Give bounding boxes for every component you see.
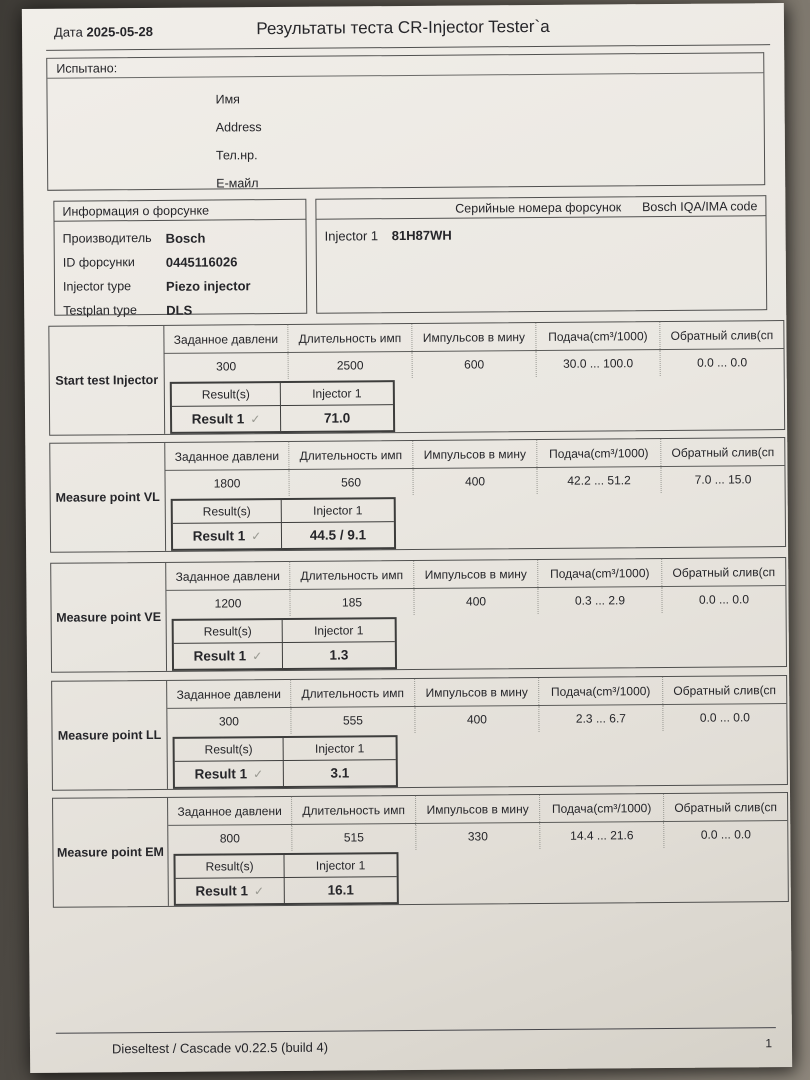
results-table: [173, 735, 398, 789]
result-name: Result 1: [191, 411, 245, 427]
results-header-row: [172, 382, 393, 407]
value-return-flow: 0.0 ... 0.0: [660, 349, 784, 376]
section-body: [167, 676, 787, 789]
column-header-return-flow: Обратный слив(сп: [663, 793, 787, 821]
value-row: [165, 349, 784, 380]
check-icon: ✓: [253, 883, 265, 898]
results-table: [170, 380, 395, 434]
result-value: 71.0: [323, 410, 351, 426]
results-header-right: Injector 1: [313, 503, 363, 518]
results-header-left: Result(s): [175, 855, 284, 878]
result-value-row: [175, 760, 396, 787]
page-title: Результаты теста CR-Injector Tester`a: [256, 16, 550, 39]
results-header-row: [174, 619, 395, 644]
value-delivery: 2.3 ... 6.7: [538, 705, 662, 732]
value-delivery: 0.3 ... 2.9: [537, 587, 661, 614]
results-header-right: Injector 1: [312, 386, 362, 401]
software-version: Dieseltest / Cascade v0.22.5 (build 4): [111, 1039, 329, 1057]
column-header-return-flow: Обратный слив(сп: [661, 558, 785, 586]
contact-field-email: Е-майл: [216, 176, 259, 191]
results-header-right: Injector 1: [313, 623, 364, 638]
column-header-delivery: Подача(cm³/1000): [539, 794, 663, 822]
column-header-return-flow: Обратный слив(сп: [662, 676, 786, 704]
date-value: 2025-05-28: [86, 23, 153, 40]
section-body: [165, 438, 785, 551]
test-section-ll: [51, 675, 788, 791]
serial-value: 81H87WH: [391, 227, 452, 244]
results-header-row: [175, 854, 396, 879]
value-row: [165, 466, 784, 497]
result-name-cell: [172, 406, 281, 432]
test-section-start: [48, 320, 785, 436]
result-value-row: [173, 522, 394, 549]
result-value: 1.3: [329, 647, 349, 663]
column-header-pressure: Заданное давлени: [175, 568, 281, 584]
results-header-left: Result(s): [173, 500, 282, 523]
value-delivery: 30.0 ... 100.0: [536, 350, 660, 377]
column-header-pressure: Заданное давлени: [174, 448, 280, 464]
result-name: Result 1: [195, 883, 249, 899]
value-return-flow: 7.0 ... 15.0: [660, 466, 784, 493]
column-header-pulse-duration: Длительность имп: [290, 679, 414, 707]
column-header-delivery: Подача(cm³/1000): [538, 677, 662, 705]
info-row-testplan-type: [63, 297, 298, 323]
section-label: Start test Injector: [49, 326, 165, 435]
column-header-return-flow: Обратный слив(сп: [659, 321, 783, 349]
section-body: [168, 793, 788, 906]
tested-by-header: Испытано:: [47, 53, 763, 79]
test-section-em: [52, 792, 789, 908]
value-pressure: 300: [216, 359, 237, 374]
results-header-right: Injector 1: [315, 858, 366, 873]
column-header-pulses-per-min: Импульсов в мину: [413, 560, 537, 588]
info-label: ID форсунки: [62, 255, 135, 270]
check-icon: ✓: [250, 411, 261, 426]
info-label: Testplan type: [63, 303, 137, 318]
column-header-pressure: Заданное давлени: [176, 686, 281, 702]
contact-field-phone: Тел.нр.: [215, 148, 258, 163]
check-icon: ✓: [251, 528, 262, 543]
result-value: 44.5 / 9.1: [309, 527, 367, 543]
column-header-pulses-per-min: Импульсов в мину: [411, 323, 535, 351]
iqa-ima-code-header: Bosch IQA/IMA code: [642, 199, 758, 215]
value-delivery: 14.4 ... 21.6: [539, 822, 663, 849]
value-pulses-per-min: 400: [413, 588, 537, 615]
column-header-pulse-duration: Длительность имп: [289, 561, 413, 589]
column-header-pulse-duration: Длительность имп: [287, 324, 411, 352]
value-pulses-per-min: 330: [415, 823, 539, 850]
section-label: Measure point VE: [51, 563, 167, 672]
info-value: Piezo injector: [165, 277, 251, 294]
value-pulses-per-min: 400: [414, 706, 538, 733]
value-pulses-per-min: 400: [412, 468, 536, 495]
info-row-injector-type: [63, 273, 298, 299]
results-header-left: Result(s): [175, 738, 284, 761]
header-rule: [46, 44, 770, 51]
result-name-cell: [173, 523, 282, 549]
page-footer: [56, 1027, 776, 1057]
column-header-pressure: Заданное давлени: [177, 803, 282, 819]
results-header-left: Result(s): [174, 620, 283, 643]
value-pulses-per-min: 600: [412, 351, 536, 378]
value-return-flow: 0.0 ... 0.0: [663, 821, 787, 848]
tested-by-box: [46, 52, 765, 191]
results-header-left: Result(s): [172, 383, 281, 406]
serial-numbers-title: Серийные номера форсунок: [455, 200, 622, 216]
column-header-return-flow: Обратный слив(сп: [660, 438, 784, 466]
section-body: [164, 321, 784, 434]
section-label: Measure point EM: [53, 798, 169, 907]
test-section-vl: [49, 437, 786, 553]
value-pulse-duration: 185: [289, 589, 413, 616]
value-return-flow: 0.0 ... 0.0: [661, 586, 785, 613]
section-label: Measure point VL: [50, 443, 166, 552]
column-header-pulses-per-min: Импульсов в мину: [415, 795, 539, 823]
result-name: Result 1: [194, 766, 248, 782]
value-pulse-duration: 560: [288, 469, 412, 496]
section-body: [166, 558, 786, 671]
result-value: 3.1: [330, 765, 350, 781]
column-header-pulse-duration: Длительность имп: [291, 796, 415, 824]
section-label: Measure point LL: [52, 681, 168, 790]
info-row-manufacturer: [63, 225, 298, 251]
result-value-row: [172, 405, 393, 432]
info-label: Производитель: [62, 230, 152, 246]
value-row: [166, 586, 785, 617]
result-name: Result 1: [192, 528, 246, 544]
check-icon: ✓: [252, 648, 263, 663]
result-name-cell: [174, 643, 283, 669]
result-value-row: [174, 642, 395, 669]
contact-field-name: Имя: [215, 92, 240, 107]
value-pulse-duration: 2500: [288, 352, 412, 379]
serial-injector-label: Injector 1: [324, 228, 379, 244]
contact-fields: [47, 73, 764, 199]
value-return-flow: 0.0 ... 0.0: [662, 704, 786, 731]
injector-info-box: [53, 199, 307, 316]
value-pulse-duration: 515: [291, 824, 415, 851]
info-label: Injector type: [62, 279, 132, 294]
result-name: Result 1: [193, 648, 247, 664]
value-pressure: 300: [218, 714, 240, 729]
scanned-report-page: [22, 3, 792, 1073]
column-header-delivery: Подача(cm³/1000): [537, 559, 661, 587]
column-header-delivery: Подача(cm³/1000): [536, 439, 660, 467]
info-row-injector-id: [63, 249, 298, 275]
result-value: 16.1: [327, 882, 354, 898]
test-section-ve: [50, 557, 787, 673]
results-header-row: [173, 499, 394, 524]
contact-field-address: Address: [215, 120, 262, 135]
check-icon: ✓: [253, 766, 264, 781]
value-delivery: 42.2 ... 51.2: [536, 467, 660, 494]
results-table: [171, 497, 396, 551]
serial-row: [316, 216, 765, 244]
column-header-pressure: Заданное давлени: [173, 331, 279, 347]
value-pulse-duration: 555: [290, 707, 414, 734]
result-name-cell: [175, 761, 284, 787]
info-value: DLS: [166, 302, 193, 318]
value-pressure: 800: [219, 831, 240, 846]
info-value: 0445116026: [165, 253, 238, 270]
results-table: [173, 852, 398, 906]
info-value: Bosch: [165, 230, 206, 246]
results-table: [172, 617, 397, 671]
serial-numbers-box: [315, 195, 767, 314]
column-header-delivery: Подача(cm³/1000): [535, 322, 659, 350]
column-header-pulses-per-min: Импульсов в мину: [412, 440, 536, 468]
results-header-right: Injector 1: [314, 741, 365, 756]
results-header-row: [175, 737, 396, 762]
page-number: 1: [765, 1036, 773, 1051]
value-row: [167, 704, 786, 735]
result-name-cell: [176, 878, 285, 904]
value-row: [168, 821, 787, 852]
column-header-pulse-duration: Длительность имп: [288, 441, 412, 469]
value-pressure: 1200: [214, 596, 242, 611]
date-label: Дата: [53, 24, 83, 40]
column-header-pulses-per-min: Импульсов в мину: [414, 678, 538, 706]
injector-info-header: Информация о форсунке: [54, 200, 305, 222]
injector-info-rows: [55, 220, 307, 323]
value-pressure: 1800: [213, 476, 241, 491]
result-value-row: [176, 877, 397, 904]
